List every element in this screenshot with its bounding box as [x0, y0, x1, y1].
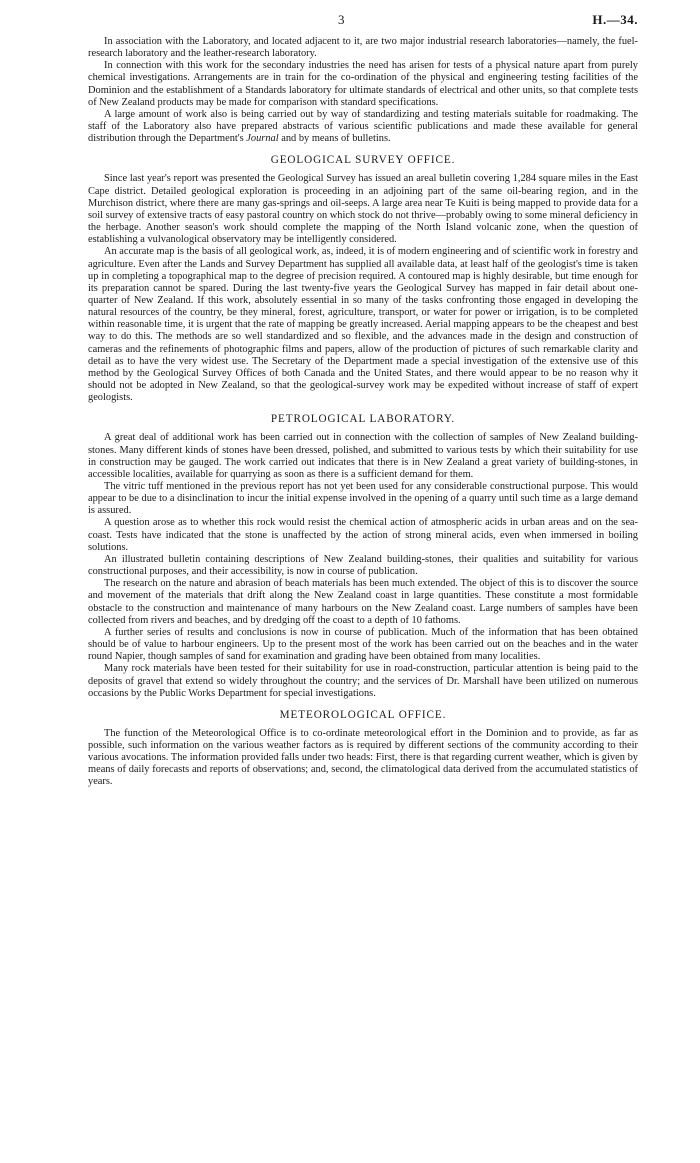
paragraph: A question arose as to whether this rock would resist the chemical action of atmospheric acids in urban areas and on the sea-coast. Tests have indicated that the stone is unaffected by the action of strong mineral acids, even when immersed in boiling solutions. — [88, 517, 638, 553]
section-heading: PETROLOGICAL LABORATORY. — [270, 413, 456, 426]
petrological-section — [88, 413, 638, 699]
paragraph: Many rock materials have been tested for their suitability for use in road-construction, particular attention is being paid to the deposits of gravel that extend so widely throughout the country; and the services of Dr. Marshall have been utilized on numerous occasions by the Public Works Department for special investigations. — [88, 663, 638, 699]
meteorological-section — [88, 709, 638, 789]
paragraph-tail: and by means of bulletins. — [281, 133, 391, 145]
paragraph — [88, 109, 638, 145]
paragraph: The function of the Meteorological Office is to co-ordinate meteorological effort in the Dominion and to provide, as far as possible, such information on the various weather factors as is required by different sections of the community according to their various avocations. The information provided falls under two heads: First, there is that regarding current weather, which is given by means of daily forecasts and reports of observations; and, second, the climatological data derived from the accumulated statistics of years. — [88, 727, 638, 788]
section-heading: METEOROLOGICAL OFFICE. — [279, 708, 447, 721]
journal-title: Journal — [246, 133, 279, 145]
paragraph: Since last year's report was presented the Geological Survey has issued an areal bulletin covering 1,284 square miles in the East Cape district. Detailed geological exploration is proceeding in an adjoining part of the same oil-bearing region, and in the Murchison district, where there are many gas-springs and oil-seeps. A large area near Te Kuiti is being mapped to provide data for a soil survey of extensive tracts of easy pastoral country on which stock do not thrive—probably owing to some mineral deficiency in the herbage. Another season's work should complete the mapping of the North Island volcanic zone, when the question of establishing a vulvanological observatory may be intelligently considered. — [88, 173, 638, 246]
paragraph: The research on the nature and abrasion of beach materials has been much extended. The object of this is to discover the source and movement of the materials that drift along the New Zealand coast in large quantities. These constitute a most formidable obstacle to the construction and maintenance of many harbours on the New Zealand coast. Large numbers of samples have been collected from rivers and beaches, and by dredging off the coast to a depth of 10 fathoms. — [88, 578, 638, 626]
document-reference: H.—34. — [592, 12, 638, 27]
paragraph: An accurate map is the basis of all geological work, as, indeed, it is of modern engineering and of scientific work in forestry and agriculture. Even after the Lands and Survey Department has supplied all available data, at least half of the geologist's time is taken up in completing a topographical map to the degree of precision required. A contoured map is highly desirable, but time enough for its preparation cannot be spared. During the last twenty-five years the Geological Survey has mapped in fair detail about one-quarter of New Zealand. If this work, absolutely essential in so many of the tasks confronting those engaged in developing the natural resources of the country, be they mineral, forest, agriculture, transport, or water for power or irrigation, is to be completed within reasonable time, it is urgent that the rate of mapping be greatly increased. Aerial mapping appears to be the cheapest and best way to do this. The methods are so well standardized and so flexible, and the advances made in the design and construction of cameras and the refinements of photographic films and papers, allow of the production of pictures of such remarkable clarity and detail as to have the very widest use. The Secretary of the Department made a special investigation of the extensive use of this method by the Geological Survey Offices of both Canada and the United States, and there would appear to be no reason why it should not be adopted in New Zealand, so that the geological-survey work may be expedited without increase of staff of expert geologists. — [88, 246, 638, 404]
paragraph: The vitric tuff mentioned in the previous report has not yet been used for any considerable constructional purpose. This would appear to be due to a disinclination to incur the initial expense involved in the opening of a quarry until such time as a large demand is assured. — [88, 481, 638, 517]
paragraph: In connection with this work for the secondary industries the need has arisen for tests of a physical nature apart from purely chemical investigations. Arrangements are in train for the co-ordination of the physical and engineering testing facilities of the Dominion and the establishment of a Standards laboratory for ultimate standards of electrical and other units, so that complete tests of New Zealand products may be made for comparison with standard specifications. — [88, 60, 638, 108]
paragraph-text: A large amount of work also is being carried out by way of standardizing and testing materials suitable for roadmaking. The staff of the Laboratory also have prepared abstracts of various scientific publications and made these available for general distribution through the Department's — [88, 108, 638, 145]
geological-section — [88, 154, 638, 404]
page-header — [88, 0, 638, 36]
paragraph: A great deal of additional work has been carried out in connection with the collection of samples of New Zealand building-stones. Many different kinds of stones have been dressed, polished, and submitted to various tests by which their suitability for use in construction may be gauged. The work carried out indicates that there is in New Zealand a great variety of building-stones, in accessible localities, available for quarrying as soon as there is a sufficient demand for them. — [88, 432, 638, 480]
paragraph: A further series of results and conclusions is now in course of publication. Much of the information that has been obtained should be of value to harbour engineers. Up to the present most of the work has been carried out on the beaches and in the water round Napier, though samples of sand for examination and grading have been obtained from many localities. — [88, 626, 638, 663]
page-number: 3 — [338, 12, 345, 27]
intro-section — [88, 36, 638, 145]
paragraph: An illustrated bulletin containing descriptions of New Zealand building-stones, their qualities and suitability for various constructional purposes, and their accessibility, is now in course of publication. — [88, 553, 638, 578]
section-heading: GEOLOGICAL SURVEY OFFICE. — [270, 154, 456, 167]
paragraph: In association with the Laboratory, and located adjacent to it, are two major industrial research laboratories—namely, the fuel-research laboratory and the leather-research laboratory. — [88, 36, 638, 60]
